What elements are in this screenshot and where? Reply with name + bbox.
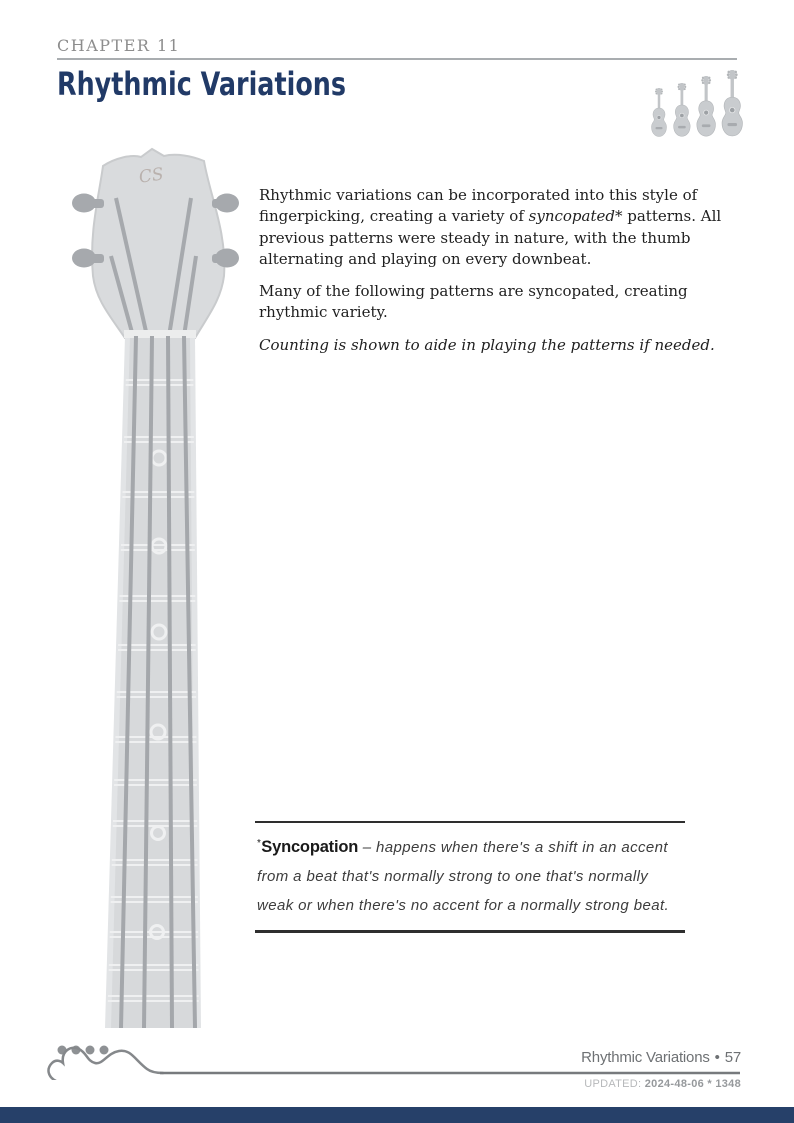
paragraph-1-end: patterns. All previous patterns were steady in nature, with the thumb alternating and playing on every downbeat. (259, 207, 722, 268)
footer-bullet: • (714, 1049, 720, 1066)
guitar-body-outline-logo (49, 1046, 163, 1081)
footer-updated-line (584, 1078, 741, 1090)
ukulele-icon-soprano (652, 88, 667, 137)
definition-asterisk: * (257, 838, 262, 849)
footer-page-number: 57 (724, 1049, 741, 1066)
ukulele-icon-tenor (697, 76, 716, 136)
paragraph-2: Many of the following patterns are syncopated, creating rhythmic variety. (259, 282, 688, 322)
ukulele-icon-concert (674, 83, 691, 136)
paragraph-1 (259, 185, 725, 270)
headstock-monogram: CS (137, 164, 165, 188)
chapter-label: CHAPTER 11 (57, 36, 181, 55)
updated-value: 2024-48-06 * 1348 (644, 1078, 741, 1090)
footer-page-indicator (581, 1049, 741, 1066)
guitar-headstock-neck-graphic (0, 145, 250, 1030)
bottom-accent-bar (0, 1107, 794, 1123)
footer-section-name: Rhythmic Variations (581, 1049, 710, 1066)
header-rule (57, 58, 737, 60)
body-text-column (259, 185, 725, 367)
ukulele-sizes-icons (640, 70, 758, 145)
definition-term: Syncopation (261, 838, 359, 856)
definition-separator: – (362, 839, 372, 856)
paragraph-3-note: Counting is shown to aide in playing the patterns if needed. (259, 335, 715, 354)
ukulele-icon-baritone (722, 70, 742, 136)
syncopated-term: syncopated* (528, 207, 623, 226)
syncopation-definition-box (255, 821, 685, 933)
definition-text: happens when there's a shift in an accent from a beat that's normally strong to one that's normally weak or when there's no accent for a normally strong beat. (257, 839, 670, 914)
paragraph-1-start: Rhythmic variations can be incorporated into this style of fingerpicking, creating a variety of (259, 186, 698, 226)
updated-label: UPDATED: (584, 1078, 642, 1090)
page-title: Rhythmic Variations (57, 66, 347, 104)
